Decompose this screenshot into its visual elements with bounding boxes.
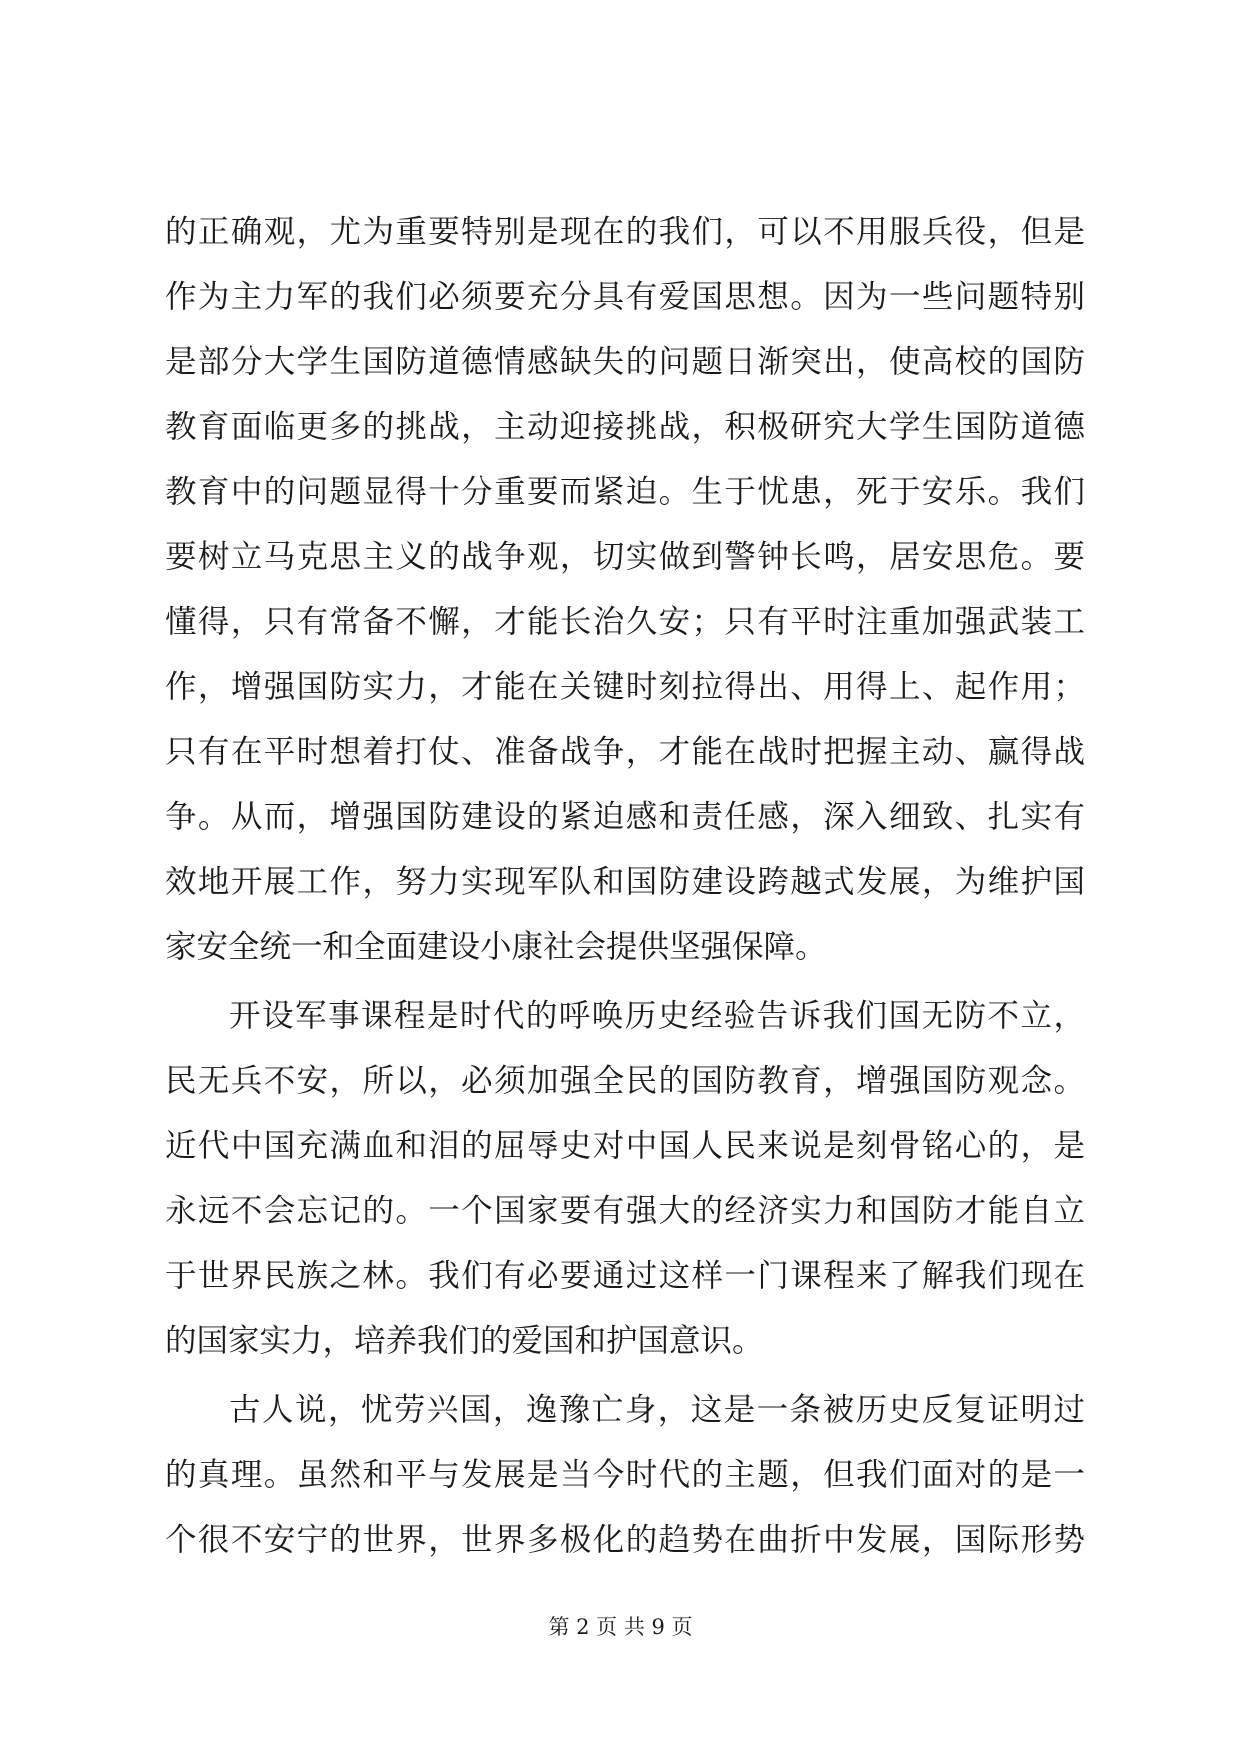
text-line: 的国家实力，培养我们的爱国和护国意识。: [165, 1323, 764, 1359]
text-line: 的真理。虽然和平与发展是当今时代的主题，但我们面对的是一: [165, 1457, 1085, 1493]
text-line: 是部分大学生国防道德情感缺失的问题日渐突出，使高校的国防: [165, 344, 1085, 380]
text-line: 的正确观，尤为重要特别是现在的我们，可以不用服兵役，但是: [165, 214, 1085, 250]
text-line: 家安全统一和全面建设小康社会提供坚强保障。: [165, 929, 827, 965]
text-line: 只有在平时想着打仗、准备战争，才能在战时把握主动、赢得战: [165, 734, 1085, 770]
text-line: 争。从而，增强国防建设的紧迫感和责任感，深入细致、扎实有: [165, 799, 1085, 835]
text-line: 古人说，忧劳兴国，逸豫亡身，这是一条被历史反复证明过: [229, 1392, 1085, 1428]
text-line: 效地开展工作，努力实现军队和国防建设跨越式发展，为维护国: [165, 864, 1085, 900]
text-line: 作为主力军的我们必须要充分具有爱国思想。因为一些问题特别: [165, 279, 1085, 315]
text-line: 近代中国充满血和泪的屈辱史对中国人民来说是刻骨铭心的，是: [165, 1128, 1085, 1164]
text-line: 民无兵不安，所以，必须加强全民的国防教育，增强国防观念。: [165, 1063, 1085, 1099]
page-number: 第 2 页 共 9 页: [548, 1615, 693, 1639]
text-line: 教育面临更多的挑战，主动迎接挑战，积极研究大学生国防道德: [165, 409, 1085, 445]
text-line: 作，增强国防实力，才能在关键时刻拉得出、用得上、起作用；: [165, 669, 1085, 705]
text-line: 要树立马克思主义的战争观，切实做到警钟长鸣，居安思危。要: [165, 539, 1085, 575]
text-line: 教育中的问题显得十分重要而紧迫。生于忧患，死于安乐。我们: [165, 474, 1085, 510]
text-line: 开设军事课程是时代的呼唤历史经验告诉我们国无防不立，: [229, 998, 1085, 1034]
text-line: 于世界民族之林。我们有必要通过这样一门课程来了解我们现在: [165, 1258, 1085, 1294]
text-line: 永远不会忘记的。一个国家要有强大的经济实力和国防才能自立: [165, 1193, 1085, 1229]
text-line: 个很不安宁的世界，世界多极化的趋势在曲折中发展，国际形势: [165, 1522, 1085, 1558]
text-line: 懂得，只有常备不懈，才能长治久安；只有平时注重加强武装工: [165, 604, 1085, 640]
